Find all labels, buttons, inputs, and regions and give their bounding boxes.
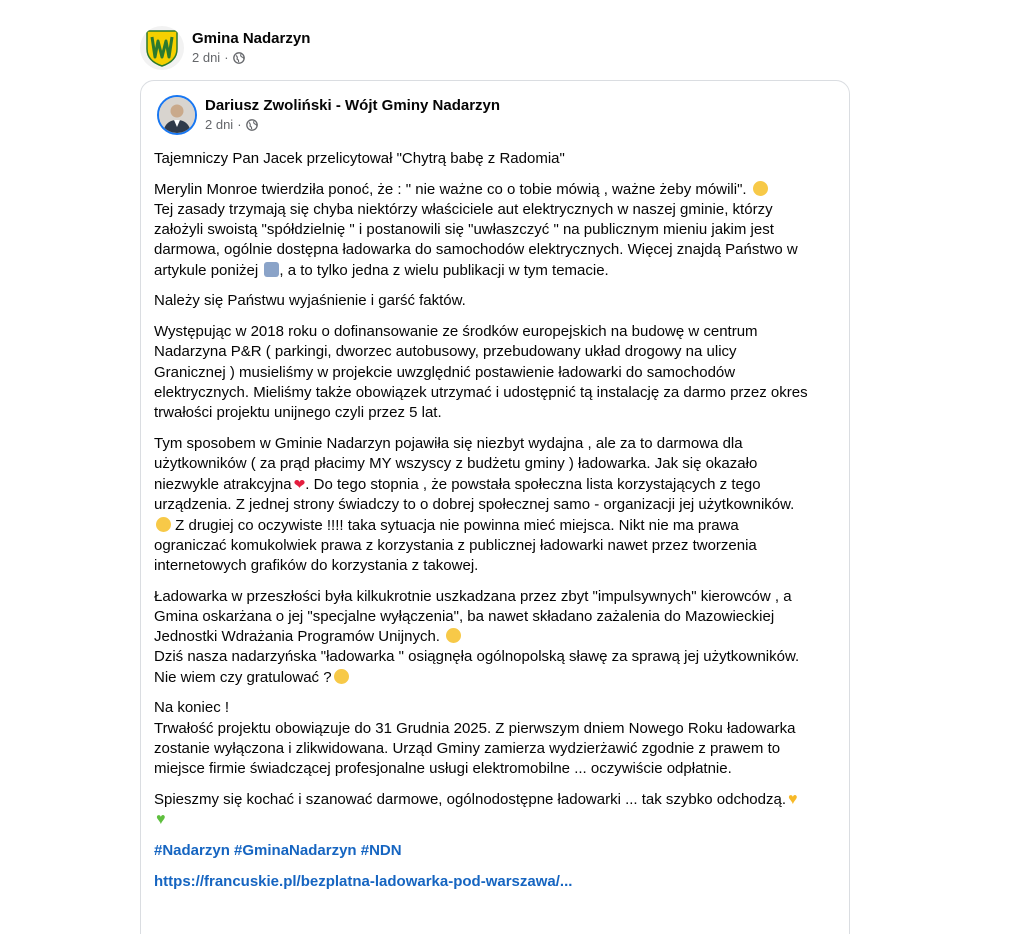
line-text: Granicznej ) musieliśmy w projekcie uwzględnić postawienie ładowarki do samochodów <box>154 363 736 381</box>
post-paragraph <box>154 291 844 311</box>
post-line <box>154 200 844 220</box>
line-text: Jednostki Wdrażania Programów Unijnych. <box>154 628 445 646</box>
line-text: Tej zasady trzymają się chyba niektórzy właściciele aut elektrycznych w naszej gminie, którzy <box>154 201 773 218</box>
down-arrow-icon <box>264 262 279 277</box>
line-text: Na koniec ! <box>154 699 230 717</box>
line-text: Należy się Państwu wyjaśnienie i garść faktów. <box>154 292 466 310</box>
post-line <box>154 587 844 607</box>
post-line <box>154 403 844 423</box>
meta-separator: · <box>237 117 242 132</box>
post-paragraph <box>154 180 844 281</box>
winking-face-icon <box>753 181 768 196</box>
line-text: elektrycznych. Mieliśmy także obowiązek utrzymać i udostępnić tą instalację za darmo przez okres <box>154 383 808 401</box>
post-line <box>154 627 844 647</box>
line-text: Nie wiem czy gratulować ? <box>154 668 332 686</box>
post-line <box>154 291 844 311</box>
post-paragraph <box>154 587 844 688</box>
author-name[interactable]: Dariusz Zwoliński - Wójt Gminy Nadarzyn <box>205 97 501 114</box>
line-text: artykule poniżej <box>154 261 263 279</box>
line-text: darmowa, ogólnie dostępna ładowarka do samochodów elektrycznych. Więcej znajdą Państwo w <box>154 241 798 259</box>
line-text-after: . Do tego stopnia , że powstała społeczna lista korzystających z tego <box>305 476 761 494</box>
post-line <box>154 240 844 260</box>
gmina-logo[interactable] <box>140 26 184 70</box>
grinning-face-icon <box>446 628 461 643</box>
person-photo-icon <box>159 97 195 133</box>
post-line <box>154 607 844 627</box>
line-text: Ładowarka w przeszłości była kilkukrotnie uszkadzana przez zbyt "impulsywnych" kierowców , a <box>154 587 792 605</box>
post-line <box>154 516 844 536</box>
green-heart-icon: ♥ <box>156 811 166 829</box>
line-text: Z drugiej co oczywiste !!!! taka sytuacja nie powinna mieć miejsca. Nikt nie ma prawa <box>171 516 739 534</box>
post-line <box>154 668 844 688</box>
line-text: Trwałość projektu obowiązuje do 31 Grudnia 2025. Z pierwszym dniem Nowego Roku ładowarka <box>154 719 796 737</box>
post-line <box>154 719 844 739</box>
coat-of-arms-icon <box>145 29 179 67</box>
line-text: założyli swoistą "spółdzielnię " i postanowili się "uwłaszczyć " na publicznym mieniu jakim jest <box>154 221 774 239</box>
line-text: Występując w 2018 roku o dofinansowanie ze środków europejskich na budowę w centrum <box>154 323 758 341</box>
post-line <box>154 474 844 495</box>
hashtags[interactable]: #Nadarzyn #GminaNadarzyn #NDN <box>154 841 402 859</box>
post-line <box>154 698 844 718</box>
shared-post-time[interactable]: 2 dni <box>205 117 234 132</box>
line-text: ograniczać komukolwiek prawa z korzystania z publicznej ładowarki nawet przez tworzenia <box>154 536 757 554</box>
post-line <box>154 556 844 576</box>
post-paragraph <box>154 790 844 830</box>
post-line <box>154 647 844 667</box>
line-text: miejsce firmie świadczącej profesjonalne usługi elektromobilne ... oczywiście odpłatnie. <box>154 760 732 778</box>
post-line <box>154 536 844 556</box>
author-avatar[interactable] <box>157 95 197 135</box>
post-line <box>154 149 844 169</box>
line-text: Spieszmy się kochać i szanować darmowe, ogólnodostępne ładowarki ... tak szybko odchodzą. <box>154 790 786 808</box>
line-text: Nadarzyna P&R ( parkingi, dworzec autobusowy, przebudowany układ drogowy na ulicy <box>154 343 737 361</box>
post-line <box>154 739 844 759</box>
line-text: Tajemniczy Pan Jacek przelicytował "Chytrą babę z Radomia" <box>154 150 565 167</box>
post-line <box>154 180 844 200</box>
post-line <box>154 810 844 830</box>
red-heart-icon: ❤ <box>293 476 306 493</box>
globe-icon <box>233 52 245 64</box>
winking-face-icon <box>156 517 171 532</box>
line-text: Gmina oskarżana o jej "specjalne wyłączenia", ba nawet składano zażalenia do Mazowieckiej <box>154 608 775 626</box>
article-link[interactable]: https://francuskie.pl/bezplatna-ladowarka-pod-warszawa/... <box>154 872 573 890</box>
post-line <box>154 759 844 779</box>
line-text: Dziś nasza nadarzyńska "ładowarka " osiągnęła ogólnopolską sławę za sprawą jej użytkowników. <box>154 648 800 666</box>
shared-post-card[interactable] <box>140 80 850 934</box>
post-line <box>154 790 844 810</box>
line-text: internetowych grafików do korzystania z takowej. <box>154 557 479 575</box>
post-paragraph <box>154 149 844 169</box>
post-paragraph <box>154 322 844 423</box>
post-paragraph <box>154 434 844 576</box>
post-line <box>154 383 844 403</box>
yellow-heart-icon: ♥ <box>788 790 798 808</box>
post-line <box>154 454 844 474</box>
post-line <box>154 495 844 515</box>
post-body <box>154 149 844 902</box>
line-text: trwałości projektu unijnego czyli przez 5 lat. <box>154 404 442 422</box>
line-text: zostanie wyłączona i zlikwidowana. Urząd Gminy zamierza wydzierżawić zgodnie z prawem to <box>154 739 781 757</box>
outer-post-header <box>140 26 310 70</box>
line-text: niezwykle atrakcyjna <box>154 476 292 494</box>
line-text: urządzenia. Z jednej strony świadczy to o dobrej społecznej samo - organizacji jej użytkowników. <box>154 496 795 514</box>
post-line <box>154 322 844 342</box>
post-line <box>154 342 844 362</box>
line-text: użytkowników ( za prąd płacimy MY wszyscy z budżetu gminy ) ładowarka. Jak się okazało <box>154 455 758 473</box>
line-text: Merylin Monroe twierdziła ponoć, że : " nie ważne co o tobie mówią , ważne żeby mówili". <box>154 180 751 198</box>
meta-separator: · <box>224 50 229 65</box>
post-line <box>154 220 844 240</box>
post-line <box>154 363 844 383</box>
post-paragraph <box>154 698 844 779</box>
line-text: Tym sposobem w Gminie Nadarzyn pojawiła się niezbyt wydajna , ale za to darmowa dla <box>154 434 743 452</box>
line-text-after: , a to tylko jedna z wielu publikacji w tym temacie. <box>279 261 609 279</box>
page-name[interactable]: Gmina Nadarzyn <box>192 30 311 47</box>
post-line <box>154 434 844 454</box>
post-time[interactable]: 2 dni <box>192 50 221 65</box>
thinking-face-icon <box>334 669 349 684</box>
globe-icon <box>246 119 258 131</box>
post-line <box>154 261 844 281</box>
